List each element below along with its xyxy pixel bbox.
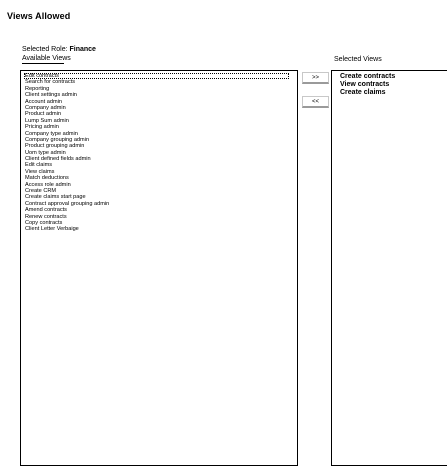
available-view-option[interactable]: Reporting (25, 85, 50, 92)
available-view-option[interactable]: Search for contracts (25, 79, 76, 86)
available-view-option[interactable]: Edit contracts (24, 73, 289, 79)
available-view-option[interactable]: Lump Sum admin (25, 117, 69, 124)
add-view-button[interactable]: >> (302, 72, 329, 84)
available-view-option[interactable]: Client settings admin (25, 92, 77, 99)
available-view-option[interactable]: Product grouping admin (25, 143, 85, 150)
available-view-option[interactable]: Client defined fields admin (25, 156, 91, 163)
available-view-option[interactable]: Access role admin (25, 181, 71, 188)
selected-view-option[interactable]: Create claims (340, 89, 386, 96)
available-views-list[interactable] (20, 70, 298, 466)
available-view-option[interactable]: Uom type admin (25, 149, 66, 156)
selected-views-list[interactable] (331, 70, 447, 466)
available-view-option[interactable]: Contract approval grouping admin (25, 200, 110, 207)
available-view-option[interactable]: Account admin (25, 98, 63, 105)
available-view-option[interactable]: Create claims start page (25, 194, 86, 201)
selected-views-label: Selected Views (334, 56, 382, 63)
available-view-option[interactable]: Renew contracts (25, 213, 67, 220)
selected-view-option[interactable]: View contracts (340, 81, 390, 88)
available-view-option[interactable]: Match deductions (25, 175, 69, 182)
available-view-option[interactable]: View claims (25, 168, 55, 175)
available-view-option[interactable]: Pricing admin (25, 124, 59, 131)
available-view-option[interactable]: Create CRM (25, 188, 57, 195)
available-view-option[interactable]: Company type admin (25, 130, 78, 137)
selected-view-option[interactable]: Create contracts (340, 73, 396, 80)
available-view-option[interactable]: Client Letter Verbaige (25, 226, 79, 233)
page-title: Views Allowed (7, 11, 71, 21)
remove-view-button[interactable]: << (302, 96, 329, 108)
available-view-option[interactable]: Copy contracts (25, 219, 63, 226)
selected-role-label: Selected Role: (22, 46, 68, 53)
selected-role (22, 46, 96, 54)
available-view-option[interactable]: Edit claims (25, 162, 53, 169)
available-view-option[interactable]: Product admin (25, 111, 62, 118)
available-view-option[interactable]: Amend contracts (25, 207, 67, 214)
available-view-option[interactable]: Company grouping admin (25, 136, 90, 143)
available-view-option[interactable]: Company admin (25, 104, 66, 111)
selected-role-value: Finance (69, 46, 96, 53)
available-views-label: Available Views (22, 55, 71, 62)
